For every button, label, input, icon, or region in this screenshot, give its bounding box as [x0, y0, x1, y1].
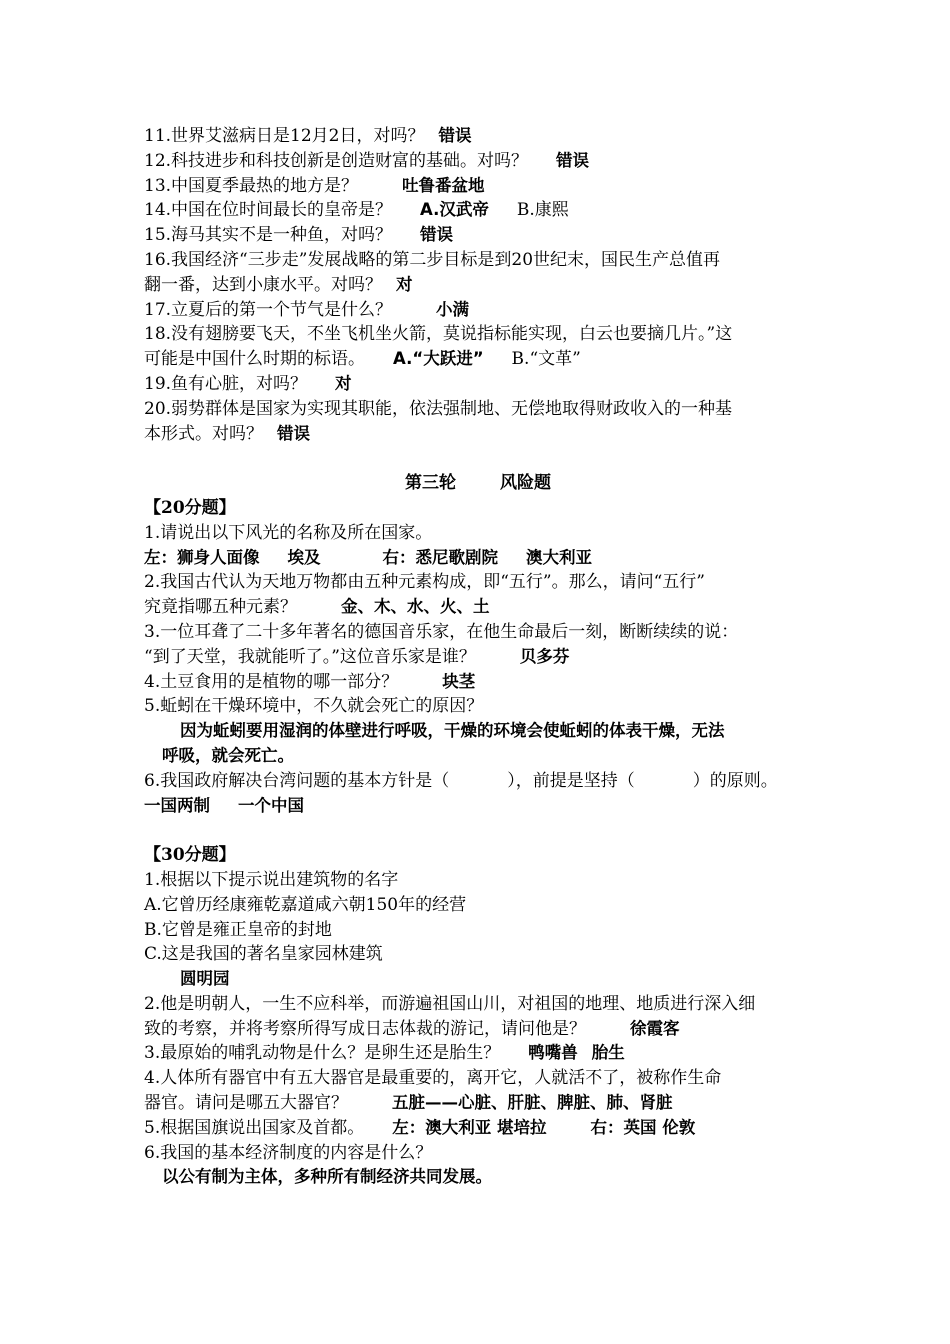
question-30pt-6	[144, 1141, 812, 1166]
blank-line	[144, 446, 812, 471]
answer-right: 右：悉尼歌剧院	[382, 547, 498, 567]
answer: A.汉武帝	[420, 200, 489, 220]
hint-a: A.它曾历经康雍乾嘉道咸六朝150年的经营	[144, 894, 467, 915]
answer: 错误	[420, 225, 454, 245]
question-19	[144, 372, 812, 397]
question-11	[144, 124, 812, 149]
section-title-type: 风险题	[500, 473, 551, 494]
hint-b: B.它曾是雍正皇帝的封地	[144, 919, 332, 940]
answer: 呼吸，就会死亡。	[162, 745, 294, 765]
answer-2: 胎生	[591, 1043, 625, 1063]
section-title-round: 第三轮	[405, 473, 456, 494]
answer-1: 一国两制	[144, 795, 210, 815]
question-text: 1.请说出以下风光的名称及所在国家。	[144, 522, 433, 543]
question-20-line-2	[144, 422, 812, 447]
answer-20pt-1	[144, 546, 812, 571]
question-text: 4.土豆食用的是植物的哪一部分？	[144, 671, 399, 692]
question-20pt-5	[144, 694, 812, 719]
answer-30pt-6	[144, 1165, 812, 1190]
answer-20pt-5-line-2	[144, 744, 812, 769]
answer: 错误	[277, 423, 310, 443]
answer-left: 左：狮身人面像	[144, 547, 260, 567]
document-body	[144, 124, 812, 1190]
answer-left-country: 埃及	[287, 547, 321, 567]
question-text: 3.一位耳聋了二十多年著名的德国音乐家，在他生命最后一刻，断断续续的说：	[144, 621, 739, 642]
question-14	[144, 198, 812, 223]
question-20pt-4	[144, 670, 812, 695]
question-text: 13.中国夏季最热的地方是？	[144, 175, 359, 196]
score-header-30: 【30分题】	[144, 845, 236, 866]
question-20pt-2-line-1	[144, 570, 812, 595]
question-18-line-2	[144, 347, 812, 372]
question-text: 3.最原始的哺乳动物是什么？是卵生还是胎生？	[144, 1043, 501, 1064]
question-20pt-3-line-1	[144, 620, 812, 645]
question-13	[144, 174, 812, 199]
option-b: B.“文革”	[511, 349, 581, 370]
question-text: 18.没有翅膀要飞天，不坐飞机坐火箭，莫说指标能实现，白云也要摘几片。”这	[144, 324, 733, 345]
score-header-20: 【20分题】	[144, 497, 236, 518]
answer: A.“大跃进”	[393, 349, 484, 369]
question-text: 2.他是明朝人，一生不应科举，而游遍祖国山川，对祖国的地理、地质进行深入细	[144, 993, 756, 1014]
question-30pt-1	[144, 868, 812, 893]
question-30pt-5	[144, 1116, 812, 1141]
question-20pt-6	[144, 769, 812, 794]
answer: 错误	[438, 126, 472, 145]
answer-20pt-5-line-1	[144, 719, 812, 744]
question-18-line-1	[144, 322, 812, 347]
answer: 圆明园	[180, 969, 230, 989]
question-text: 16.我国经济“三步走”发展战略的第二步目标是到20世纪末，国民生产总值再	[144, 249, 721, 270]
question-30pt-3	[144, 1041, 812, 1066]
option-b: B.康熙	[516, 200, 569, 221]
hint-c: C.这是我国的著名皇家园林建筑	[144, 944, 383, 965]
answer: 五脏——心脏、肝脏、脾脏、肺、肾脏	[392, 1093, 673, 1113]
question-16-line-1	[144, 248, 812, 273]
answer-30pt-1	[144, 967, 812, 992]
answer: 对	[335, 373, 352, 393]
answer: 吐鲁番盆地	[402, 175, 485, 195]
answer: 块茎	[442, 671, 476, 691]
answer: 金、木、水、火、土	[341, 597, 490, 617]
answer-20pt-6	[144, 794, 812, 819]
question-text: 11.世界艾滋病日是12月2日，对吗？	[144, 126, 425, 146]
question-text: 本形式。对吗？	[144, 423, 263, 444]
question-text: 致的考察，并将考察所得写成日志体裁的游记，请问他是？	[144, 1018, 586, 1039]
question-text: 19.鱼有心脏，对吗？	[144, 373, 308, 394]
question-text: 17.立夏后的第一个节气是什么？	[144, 299, 393, 320]
answer: 徐霞客	[630, 1018, 680, 1038]
question-12	[144, 149, 812, 174]
answer: 对	[396, 274, 413, 294]
question-text: 15.海马其实不是一种鱼，对吗？	[144, 225, 393, 246]
question-text: 20.弱势群体是国家为实现其职能，依法强制地、无偿地取得财政收入的一种基	[144, 398, 733, 419]
question-20-line-1	[144, 397, 812, 422]
question-20pt-2-line-2	[144, 595, 812, 620]
blank-line	[144, 818, 812, 843]
question-text: 器官。请问是哪五大器官？	[144, 1093, 348, 1114]
section-title	[144, 471, 812, 496]
question-text: 5.根据国旗说出国家及首都。	[144, 1117, 365, 1138]
answer: 错误	[556, 150, 590, 170]
question-text-a: 6.我国政府解决台湾问题的基本方针是（	[144, 770, 450, 791]
question-30pt-4-line-1	[144, 1066, 812, 1091]
question-30pt-2-line-1	[144, 992, 812, 1017]
answer-right-country: 澳大利亚	[526, 547, 592, 567]
answer: 以公有制为主体，多种所有制经济共同发展。	[162, 1167, 492, 1187]
question-text: 可能是中国什么时期的标语。	[144, 349, 365, 370]
answer-1: 鸭嘴兽	[528, 1043, 578, 1063]
answer: 小满	[436, 299, 470, 319]
question-text: 2.我国古代认为天地万物都由五种元素构成，即“五行”。那么，请问“五行”	[144, 572, 705, 593]
question-text: 1.根据以下提示说出建筑物的名字	[144, 869, 399, 890]
question-text: 5.蚯蚓在干燥环境中，不久就会死亡的原因？	[144, 696, 484, 717]
answer: 贝多芬	[519, 646, 570, 666]
answer-right: 右：英国 伦敦	[590, 1117, 696, 1137]
answer-2: 一个中国	[238, 795, 304, 815]
question-30pt-2-line-2	[144, 1017, 812, 1042]
question-16-line-2	[144, 273, 812, 298]
question-15	[144, 223, 812, 248]
question-text-c: ）的原则。	[692, 770, 778, 791]
answer: 因为蚯蚓要用湿润的体壁进行呼吸，干燥的环境会使蚯蚓的体表干燥，无法	[180, 721, 725, 741]
question-30pt-4-line-2	[144, 1091, 812, 1116]
question-text: “到了天堂，我就能听了。”这位音乐家是谁？	[144, 646, 476, 667]
question-text: 翻一番，达到小康水平。对吗？	[144, 274, 382, 295]
question-text: 究竟指哪五种元素？	[144, 597, 297, 618]
question-text-b: ），前提是坚持（	[507, 770, 635, 791]
question-text: 6.我国的基本经济制度的内容是什么？	[144, 1142, 433, 1163]
question-text: 14.中国在位时间最长的皇帝是？	[144, 200, 393, 221]
question-20pt-1	[144, 521, 812, 546]
answer-left: 左：澳大利亚 堪培拉	[392, 1117, 547, 1137]
question-text: 12.科技进步和科技创新是创造财富的基础。对吗？	[144, 150, 529, 171]
question-20pt-3-line-2	[144, 645, 812, 670]
question-text: 4.人体所有器官中有五大器官是最重要的，离开它，人就活不了，被称作生命	[144, 1068, 722, 1089]
question-17	[144, 298, 812, 323]
